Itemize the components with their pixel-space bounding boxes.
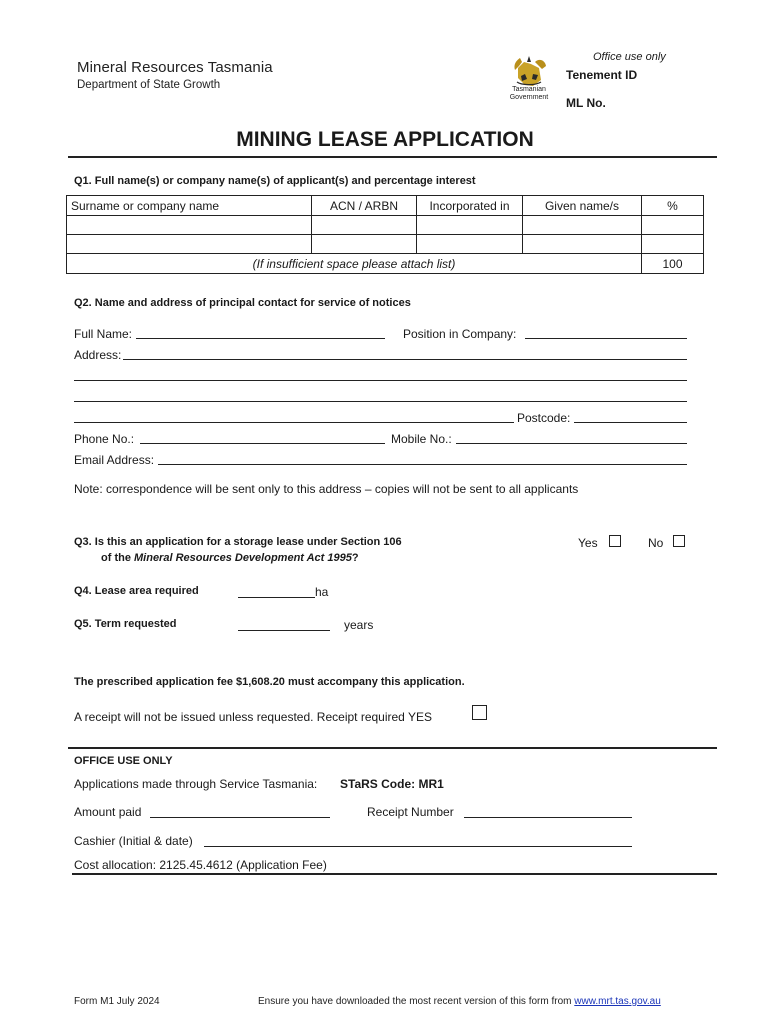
org-name: Mineral Resources Tasmania bbox=[77, 59, 273, 76]
q2-heading: Q2. Name and address of principal contact for service of notices bbox=[74, 297, 411, 309]
cell-given-names[interactable] bbox=[523, 235, 642, 254]
table-header-row bbox=[67, 196, 704, 216]
col-header-percent: % bbox=[642, 196, 704, 216]
phone-field[interactable] bbox=[140, 443, 385, 444]
office-use-heading: OFFICE USE ONLY bbox=[74, 755, 173, 767]
mrt-website-link[interactable]: www.mrt.tas.gov.au bbox=[574, 996, 661, 1007]
q3-line-2 bbox=[101, 552, 359, 564]
q3-no-checkbox[interactable] bbox=[673, 535, 685, 547]
mobile-label: Mobile No.: bbox=[391, 432, 452, 446]
receipt-number-label: Receipt Number bbox=[367, 805, 454, 819]
cell-acn[interactable] bbox=[312, 235, 417, 254]
logo-text: Tasmanian Government bbox=[509, 86, 549, 101]
act-name: Mineral Resources Development Act 1995 bbox=[134, 552, 352, 564]
service-tasmania-label: Applications made through Service Tasmania: bbox=[74, 777, 318, 791]
full-name-field[interactable] bbox=[136, 338, 385, 339]
fee-statement: The prescribed application fee $1,608.20 must accompany this application. bbox=[74, 676, 465, 688]
q4-label: Q4. Lease area required bbox=[74, 585, 199, 597]
cell-acn[interactable] bbox=[312, 216, 417, 235]
q3-no-label: No bbox=[648, 536, 664, 550]
footer-ensure-text: Ensure you have downloaded the most recent version of this form from bbox=[258, 996, 575, 1007]
table-row bbox=[67, 216, 704, 235]
cashier-field[interactable] bbox=[204, 846, 632, 847]
position-label: Position in Company: bbox=[403, 327, 517, 341]
correspondence-note: Note: correspondence will be sent only to this address – copies will not be sent to all applicants bbox=[74, 482, 579, 496]
q5-label: Q5. Term requested bbox=[74, 618, 177, 630]
postcode-label: Postcode: bbox=[517, 411, 571, 425]
position-field[interactable] bbox=[525, 338, 687, 339]
q3-line-2-prefix: of the bbox=[101, 552, 134, 564]
table-row bbox=[67, 235, 704, 254]
q3-line-1: Q3. Is this an application for a storage lease under Section 106 bbox=[74, 536, 402, 548]
cell-given-names[interactable] bbox=[523, 216, 642, 235]
lease-area-field[interactable] bbox=[238, 597, 315, 598]
address-field-4[interactable] bbox=[74, 422, 514, 423]
mobile-field[interactable] bbox=[456, 443, 687, 444]
postcode-field[interactable] bbox=[574, 422, 687, 423]
email-label: Email Address: bbox=[74, 453, 155, 467]
cell-surname[interactable] bbox=[67, 235, 312, 254]
col-header-given-names: Given name/s bbox=[523, 196, 642, 216]
term-unit: years bbox=[344, 618, 374, 632]
cost-allocation: Cost allocation: 2125.45.4612 (Application Fee) bbox=[74, 858, 327, 872]
receipt-number-field[interactable] bbox=[464, 817, 632, 818]
ml-no-label: ML No. bbox=[566, 96, 606, 110]
col-header-surname: Surname or company name bbox=[67, 196, 312, 216]
amount-paid-field[interactable] bbox=[150, 817, 330, 818]
applicant-table bbox=[66, 195, 704, 274]
address-field-2[interactable] bbox=[74, 380, 687, 381]
address-label: Address: bbox=[74, 348, 122, 362]
address-field-3[interactable] bbox=[74, 401, 687, 402]
cell-incorporated[interactable] bbox=[417, 216, 523, 235]
receipt-required-checkbox[interactable] bbox=[472, 705, 487, 720]
office-top-rule bbox=[68, 747, 717, 749]
q3-line-2-suffix: ? bbox=[351, 552, 359, 564]
department-name: Department of State Growth bbox=[77, 79, 221, 91]
cell-surname[interactable] bbox=[67, 216, 312, 235]
address-field-1[interactable] bbox=[123, 359, 687, 360]
stars-code: STaRS Code: MR1 bbox=[340, 777, 444, 791]
q1-heading: Q1. Full name(s) or company name(s) of applicant(s) and percentage interest bbox=[74, 175, 476, 187]
cell-incorporated[interactable] bbox=[417, 235, 523, 254]
table-footer-row bbox=[67, 254, 704, 274]
page-title: MINING LEASE APPLICATION bbox=[236, 128, 534, 151]
cell-percent[interactable] bbox=[642, 216, 704, 235]
attach-list-note: (If insufficient space please attach list) bbox=[67, 254, 642, 274]
title-rule bbox=[68, 156, 717, 158]
amount-paid-label: Amount paid bbox=[74, 805, 142, 819]
office-use-only-label: Office use only bbox=[593, 51, 666, 63]
full-name-label: Full Name: bbox=[74, 327, 133, 341]
form-id: Form M1 July 2024 bbox=[74, 996, 160, 1007]
footer-download-note bbox=[258, 996, 661, 1007]
office-bottom-rule bbox=[72, 873, 717, 875]
cashier-label: Cashier (Initial & date) bbox=[74, 834, 193, 848]
q3-yes-checkbox[interactable] bbox=[609, 535, 621, 547]
term-field[interactable] bbox=[238, 630, 330, 631]
receipt-text: A receipt will not be issued unless requested. Receipt required YES bbox=[74, 710, 432, 724]
col-header-incorporated: Incorporated in bbox=[417, 196, 523, 216]
percent-total: 100 bbox=[642, 254, 704, 274]
phone-label: Phone No.: bbox=[74, 432, 135, 446]
q3-yes-label: Yes bbox=[578, 536, 598, 550]
lease-area-unit: ha bbox=[315, 585, 329, 599]
email-field[interactable] bbox=[158, 464, 687, 465]
tenement-id-label: Tenement ID bbox=[566, 68, 638, 82]
col-header-acn: ACN / ARBN bbox=[312, 196, 417, 216]
cell-percent[interactable] bbox=[642, 235, 704, 254]
